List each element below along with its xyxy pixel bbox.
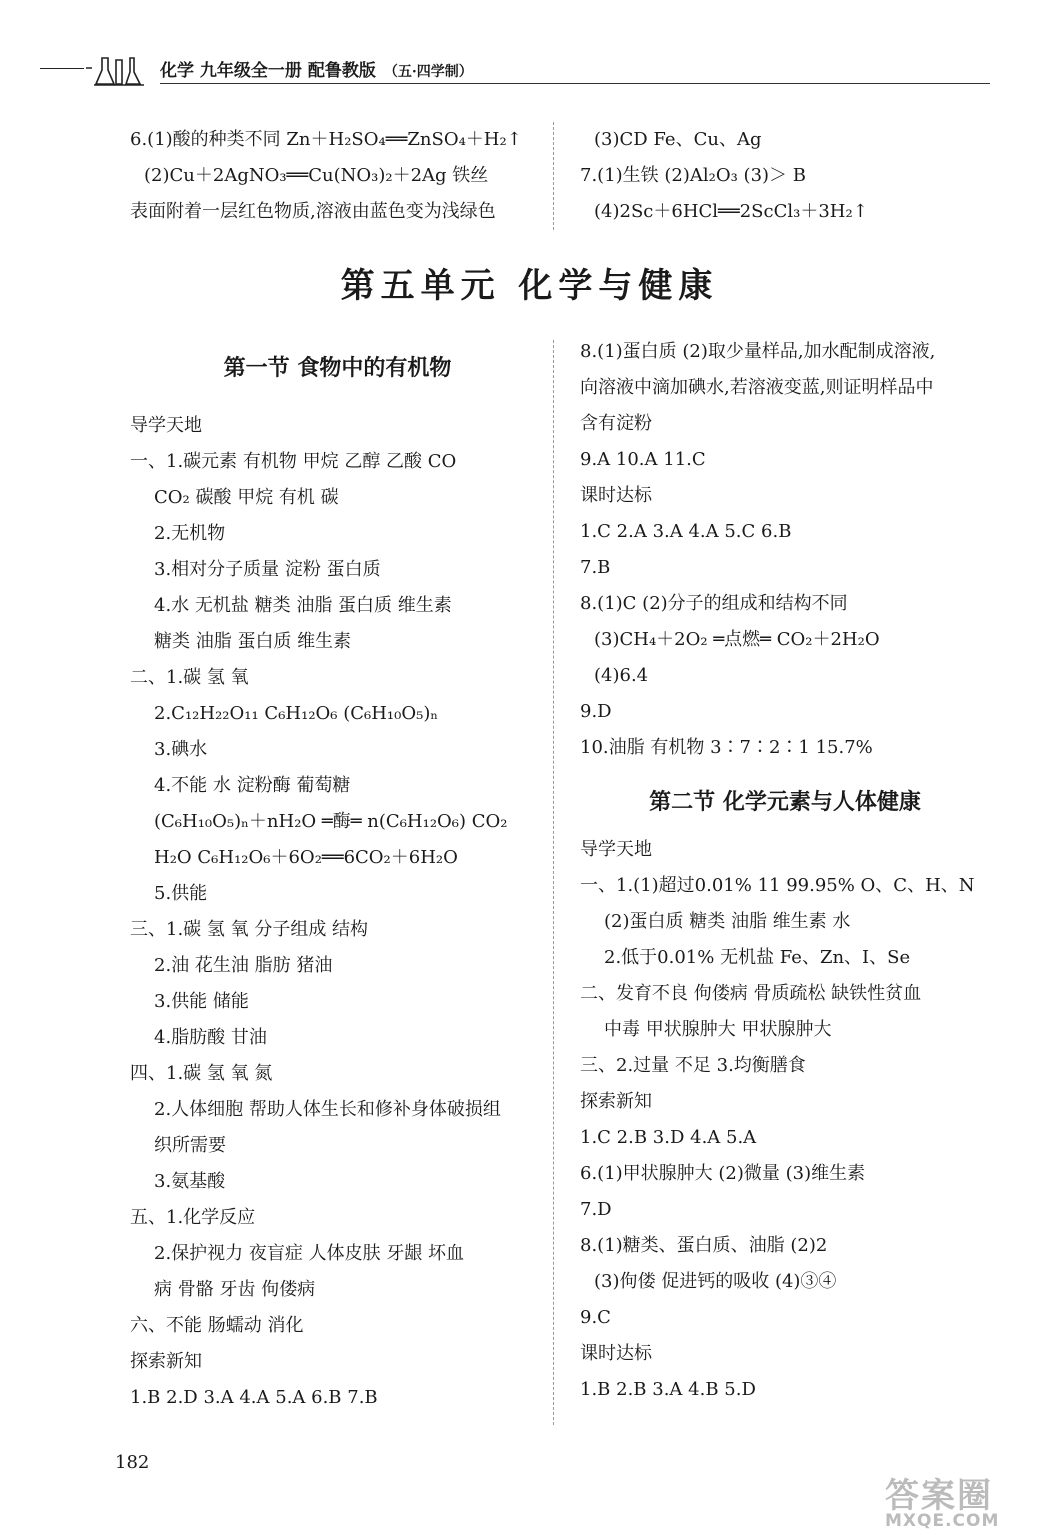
- subsection-label: 导学天地: [580, 839, 652, 860]
- answer-line: 3.碘水: [154, 739, 208, 760]
- answer-line: 2.低于0.01% 无机盐 Fe、Zn、I、Se: [604, 947, 911, 968]
- left-column: [130, 348, 545, 1416]
- answer-line: 1.B 2.D 3.A 4.A 5.A 6.B 7.B: [130, 1387, 378, 1408]
- answer-line: 2.C₁₂H₂₂O₁₁ C₆H₁₂O₆ (C₆H₁₀O₅)ₙ: [154, 703, 439, 724]
- subsection-label: 课时达标: [580, 1343, 652, 1364]
- edition-label: （五·四学制）: [383, 64, 473, 80]
- answer-line: 2.无机物: [154, 523, 226, 544]
- watermark-logo: [885, 1468, 1045, 1531]
- answer-line: (3)CD Fe、Cu、Ag: [594, 129, 762, 150]
- subsection-label: 探索新知: [580, 1091, 652, 1112]
- answer-line: 3.供能 储能: [154, 991, 249, 1012]
- answer-line: 含有淀粉: [580, 413, 652, 434]
- answer-line: 五、1.化学反应: [130, 1207, 256, 1228]
- answer-line: 一、1.碳元素 有机物 甲烷 乙醇 乙酸 CO: [130, 451, 457, 472]
- answer-line: 六、不能 肠蠕动 消化: [130, 1315, 304, 1336]
- answer-line: 三、1.碳 氢 氧 分子组成 结构: [130, 919, 369, 940]
- answer-line: 9.A 10.A 11.C: [580, 449, 706, 470]
- answer-line: 8.(1)蛋白质 (2)取少量样品,加水配制成溶液,: [580, 341, 936, 362]
- answer-line: 6.(1)甲状腺肿大 (2)微量 (3)维生素: [580, 1163, 866, 1184]
- answer-line: 中毒 甲状腺肿大 甲状腺肿大: [604, 1019, 832, 1040]
- answer-line: 1.C 2.B 3.D 4.A 5.A: [580, 1127, 757, 1148]
- section-title: 第一节 食物中的有机物: [223, 355, 452, 381]
- column-divider: [553, 340, 554, 1425]
- subsection-label: 导学天地: [130, 415, 202, 436]
- answer-line: (4)2Sc＋6HCl══2ScCl₃＋3H₂↑: [594, 201, 868, 222]
- answer-line: (2)蛋白质 糖类 油脂 维生素 水: [604, 911, 851, 932]
- answer-line: (3)佝偻 促进钙的吸收 (4)③④: [594, 1271, 837, 1292]
- answer-line: 8.(1)糖类、蛋白质、油脂 (2)2: [580, 1235, 828, 1256]
- answer-line: 三、2.过量 不足 3.均衡膳食: [580, 1055, 806, 1076]
- answer-line: 一、1.(1)超过0.01% 11 99.95% O、C、H、N: [580, 875, 975, 896]
- page-number: 182: [115, 1452, 150, 1473]
- header-title: [160, 56, 473, 81]
- answer-line: 病 骨骼 牙齿 佝偻病: [154, 1279, 316, 1300]
- answer-line: 二、1.碳 氢 氧: [130, 667, 249, 688]
- answer-line: 8.(1)C (2)分子的组成和结构不同: [580, 593, 848, 614]
- answer-line: 向溶液中滴加碘水,若溶液变蓝,则证明样品中: [580, 377, 934, 398]
- answer-line: 四、1.碳 氢 氧 氮: [130, 1063, 273, 1084]
- answer-line: 4.不能 水 淀粉酶 葡萄糖: [154, 775, 351, 796]
- answer-line: 4.水 无机盐 糖类 油脂 蛋白质 维生素: [154, 595, 452, 616]
- answer-line: (3)CH₄＋2O₂ ═点燃═ CO₂＋2H₂O: [594, 629, 880, 650]
- column-divider: [553, 122, 554, 230]
- answer-line: 1.C 2.A 3.A 4.A 5.C 6.B: [580, 521, 792, 542]
- answer-line: 二、发育不良 佝偻病 骨质疏松 缺铁性贫血: [580, 983, 922, 1004]
- section-title: 第二节 化学元素与人体健康: [649, 789, 921, 815]
- page-header: [40, 52, 990, 92]
- top-left-block: [130, 122, 545, 230]
- answer-line: 3.相对分子质量 淀粉 蛋白质: [154, 559, 381, 580]
- watermark-text: 答案圈: [885, 1476, 993, 1516]
- subsection-label: 探索新知: [130, 1351, 202, 1372]
- lab-flask-icon: [86, 52, 156, 88]
- answer-line: 糖类 油脂 蛋白质 维生素: [154, 631, 352, 652]
- answer-line: 5.供能: [154, 883, 208, 904]
- answer-line: 3.氨基酸: [154, 1171, 226, 1192]
- answer-line: (4)6.4: [594, 665, 649, 686]
- answer-line: 2.人体细胞 帮助人体生长和修补身体破损组: [154, 1099, 501, 1120]
- top-right-block: [580, 122, 980, 230]
- answer-line: 2.油 花生油 脂肪 猪油: [154, 955, 333, 976]
- answer-line: H₂O C₆H₁₂O₆＋6O₂══6CO₂＋6H₂O: [154, 847, 458, 868]
- answer-line: 1.B 2.B 3.A 4.B 5.D: [580, 1379, 756, 1400]
- answer-line: 4.脂肪酸 甘油: [154, 1027, 267, 1048]
- answer-line: 织所需要: [154, 1135, 226, 1156]
- answer-line: (2)Cu＋2AgNO₃══Cu(NO₃)₂＋2Ag 铁丝: [144, 165, 489, 186]
- answer-line: 6.(1)酸的种类不同 Zn＋H₂SO₄══ZnSO₄＋H₂↑: [130, 129, 522, 150]
- answer-line: 9.D: [580, 701, 612, 722]
- subsection-label: 课时达标: [580, 485, 652, 506]
- answer-line: CO₂ 碳酸 甲烷 有机 碳: [154, 487, 339, 508]
- answer-line: (C₆H₁₀O₅)ₙ＋nH₂O ═酶═ n(C₆H₁₂O₆) CO₂: [154, 811, 508, 832]
- answer-line: 10.油脂 有机物 3∶7∶2∶1 15.7%: [580, 737, 873, 758]
- answer-line: 7.B: [580, 557, 611, 578]
- answer-line: 表面附着一层红色物质,溶液由蓝色变为浅绿色: [130, 201, 496, 222]
- header-rule: [160, 83, 990, 84]
- book-title: 化学 九年级全一册 配鲁教版: [160, 61, 376, 81]
- answer-line: 9.C: [580, 1307, 611, 1328]
- answer-line: 7.D: [580, 1199, 612, 1220]
- answer-line: 7.(1)生铁 (2)Al₂O₃ (3)＞ B: [580, 165, 807, 186]
- answer-line: 2.保护视力 夜盲症 人体皮肤 牙龈 坏血: [154, 1243, 465, 1264]
- right-column: [580, 334, 990, 1408]
- watermark-url: MXQE.COM: [885, 1511, 1000, 1531]
- unit-title: 第五单元 化学与健康: [340, 266, 719, 306]
- header-lead-line: [40, 68, 84, 69]
